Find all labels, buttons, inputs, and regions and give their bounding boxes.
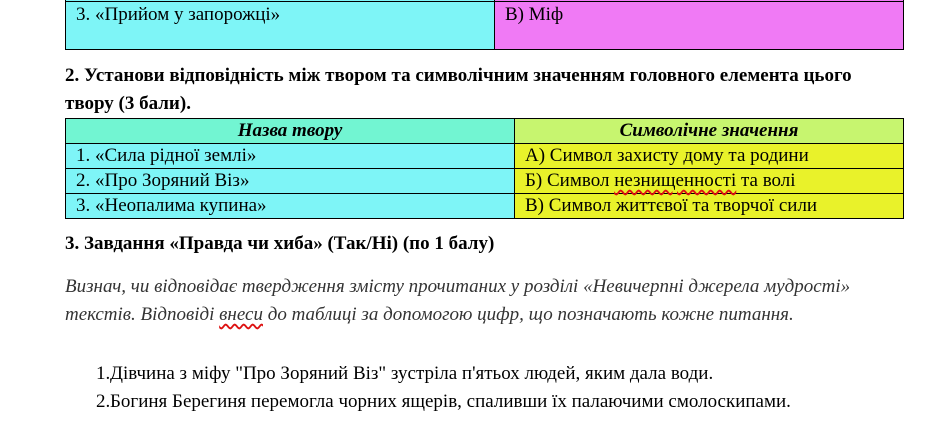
- task2-matching-table: [65, 118, 904, 219]
- table-cell-work: 2. «Про Зоряний Віз»: [66, 169, 515, 194]
- column-header-meaning: Символічне значення: [515, 119, 904, 144]
- true-false-questions: [65, 360, 875, 416]
- task3-heading: 3. Завдання «Правда чи хиба» (Так/Ні) (по 1 балу): [65, 233, 495, 254]
- table-cell-work: 3. «Неопалима купина»: [66, 194, 515, 219]
- instructions-text-end: до таблиці за допомогою цифр, що позначають кожне питання.: [262, 304, 794, 325]
- question-number: 1.: [96, 363, 111, 384]
- table-cell-work: 1. «Сила рідної землі»: [66, 144, 515, 169]
- table-cell-meaning: [515, 169, 904, 194]
- spellcheck-flagged-word: незнищенності: [614, 170, 737, 191]
- table-cell-meaning: В) Символ життєвої та творчої сили: [515, 194, 904, 219]
- question-text: Богиня Берегиня перемогла чорних ящерів, спаливши їх палаючими смолоскипами.: [110, 391, 791, 412]
- list-item: [65, 360, 875, 388]
- task2-heading: 2. Установи відповідність між твором та символічним значенням головного елемента цього твору (3 бали).: [65, 65, 852, 114]
- meaning-text-start: Б) Символ: [525, 170, 615, 191]
- task3-instructions: [65, 273, 855, 329]
- instructions-text-start: Визнач, чи відповідає твердження змісту прочитаних у розділі «Невичерпні джерела мудрості» текстів. Відповіді: [65, 276, 851, 325]
- meaning-text-end: та волі: [736, 170, 796, 191]
- spellcheck-flagged-word: внеси: [219, 304, 263, 325]
- list-item: [65, 388, 875, 416]
- previous-matching-table: [65, 0, 904, 50]
- question-text: Дівчина з міфу "Про Зоряний Віз" зустріла п'ятьох людей, яким дала води.: [110, 363, 714, 384]
- table-cell-genre: В) Міф: [495, 2, 904, 50]
- table-cell-meaning: А) Символ захисту дому та родини: [515, 144, 904, 169]
- table-cell-work: 3. «Прийом у запорожці»: [66, 2, 495, 50]
- question-number: 2.: [96, 391, 111, 412]
- column-header-work: Назва твору: [66, 119, 515, 144]
